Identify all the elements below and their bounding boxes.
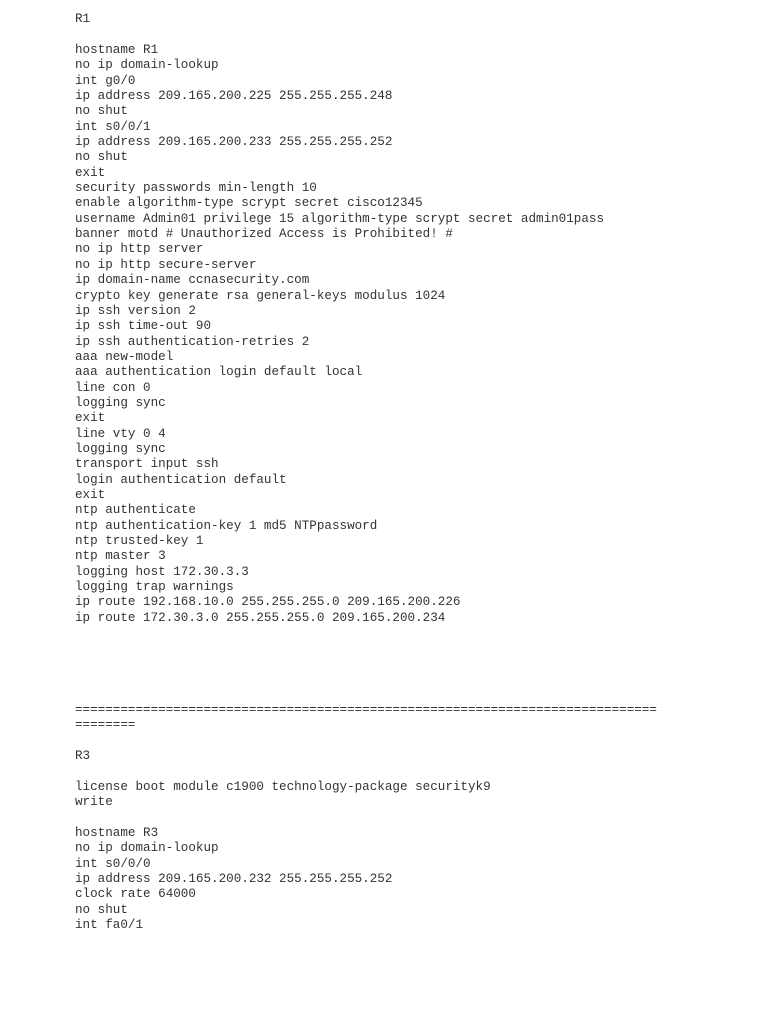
r1-config-line: ip route 192.168.10.0 255.255.255.0 209.165.200.226 [75, 595, 461, 610]
r1-config-line: int s0/0/1 [75, 119, 151, 134]
r3-config-line: no shut [75, 902, 128, 917]
r1-title: R1 [75, 12, 91, 26]
r1-config-line: enable algorithm-type scrypt secret cisco12345 [75, 196, 423, 211]
r1-config-line: no ip http server [75, 242, 204, 257]
r1-config-line: ntp authentication-key 1 md5 NTPpassword [75, 518, 378, 533]
r3-license-line: write [75, 795, 113, 810]
r1-config-line: hostname R1 [75, 43, 159, 57]
r1-config-line: username Admin01 privilege 15 algorithm-type scrypt secret admin01pass [75, 211, 605, 226]
r1-config-line: ip ssh time-out 90 [75, 319, 212, 334]
r1-config-line: aaa authentication login default local [75, 365, 363, 380]
r1-config-line: login authentication default [75, 472, 287, 487]
r1-config-line: exit [75, 411, 106, 426]
r1-config-line: security passwords min-length 10 [75, 181, 317, 196]
r3-config-line: no ip domain-lookup [75, 841, 219, 856]
r1-config-line: ip address 209.165.200.233 255.255.255.252 [75, 135, 393, 150]
r3-config-block [75, 826, 392, 933]
r1-config-line: logging sync [75, 441, 166, 456]
r1-config-line: no shut [75, 104, 128, 119]
r1-config-line: ip route 172.30.3.0 255.255.255.0 209.165.200.234 [75, 610, 446, 625]
r3-title: R3 [75, 749, 91, 763]
r1-config-line: exit [75, 487, 106, 502]
separator-line: ============================================================================= [75, 703, 657, 717]
r1-config-block [75, 43, 604, 626]
r1-config-line: ip ssh authentication-retries 2 [75, 334, 310, 349]
r1-config-line: banner motd # Unauthorized Access is Prohibited! # [75, 227, 453, 242]
r1-config-line: line vty 0 4 [75, 426, 166, 441]
r1-config-line: ip ssh version 2 [75, 303, 196, 318]
separator-line: ======== [75, 718, 136, 733]
r1-config-line: aaa new-model [75, 349, 174, 364]
r3-config-line: int s0/0/0 [75, 856, 151, 871]
r3-config-line: hostname R3 [75, 826, 159, 840]
r1-config-line: line con 0 [75, 380, 151, 395]
r1-config-line: logging sync [75, 395, 166, 410]
r3-heading [75, 749, 90, 764]
r1-config-line: crypto key generate rsa general-keys modulus 1024 [75, 288, 446, 303]
r1-config-line: exit [75, 165, 106, 180]
r1-config-line: no shut [75, 150, 128, 165]
r1-config-line: transport input ssh [75, 457, 219, 472]
r1-config-line: ntp master 3 [75, 549, 166, 564]
r1-config-line: no ip http secure-server [75, 257, 257, 272]
r1-config-line: logging trap warnings [75, 580, 234, 595]
r1-config-line: logging host 172.30.3.3 [75, 564, 249, 579]
r1-config-line: ip domain-name ccnasecurity.com [75, 273, 310, 288]
r3-config-line: ip address 209.165.200.232 255.255.255.252 [75, 872, 393, 887]
r1-config-line: ntp authenticate [75, 503, 196, 518]
r3-config-line: clock rate 64000 [75, 887, 196, 902]
r1-config-line: int g0/0 [75, 73, 136, 88]
section-separator [75, 703, 657, 734]
r3-license-line: license boot module c1900 technology-package securityk9 [75, 780, 491, 794]
r1-config-line: ntp trusted-key 1 [75, 534, 204, 548]
r1-config-line: ip address 209.165.200.225 255.255.255.248 [75, 89, 393, 104]
r3-config-line: int fa0/1 [75, 918, 144, 933]
r1-config-line: no ip domain-lookup [75, 58, 219, 73]
r1-heading [75, 12, 90, 27]
r3-license-block [75, 780, 491, 811]
